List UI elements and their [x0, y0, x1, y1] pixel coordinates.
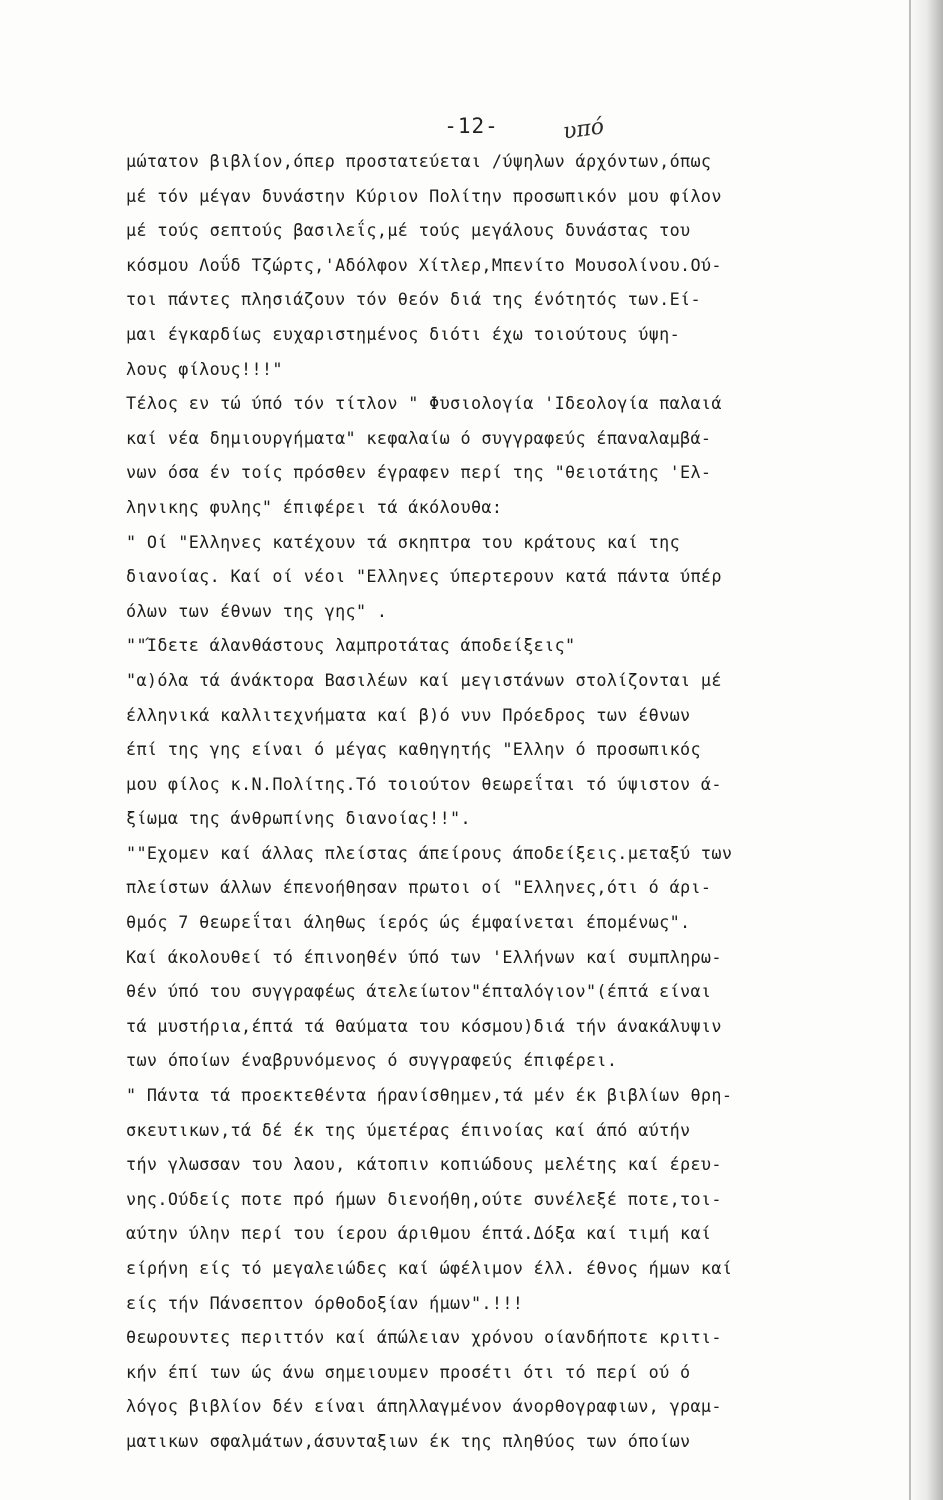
text-line: όλων των έθνων της γης" .: [126, 600, 388, 621]
text-line: " Οί "Ελληνες κατέχουν τά σκηπτρα του κράτους καί της: [126, 531, 681, 552]
text-line: θεωρουντες περιττόν καί άπώλειαν χρόνου οίανδήποτε κριτι-: [126, 1327, 722, 1348]
text-line: πλείστων άλλων έπενοήθησαν πρωτοι οί "Ελληνες,ότι ό άρι-: [126, 877, 712, 898]
text-line: " Πάντα τά προεκτεθέντα ήρανίσθημεν,τά μέν έκ βιβλίων θρη-: [126, 1085, 733, 1106]
text-line: σκευτικων,τά δέ έκ της ύμετέρας έπινοίας καί άπό αύτήν: [126, 1119, 691, 1140]
text-line: κόσμου Λοΰδ Τζώρτς,'Αδόλφον Χίτλερ,Μπενίτο Μουσολίνου.Ού-: [126, 254, 722, 275]
text-line: μέ τόν μέγαν δυνάστην Κύριον Πολίτην προσωπικόν μου φίλον: [126, 185, 722, 206]
text-line: των όποίων έναβρυνόμενος ό συγγραφεύς έπιφέρει.: [126, 1050, 618, 1071]
text-line: μου φίλος κ.Ν.Πολίτης.Τό τοιούτον θεωρεΐται τό ύψιστον ά-: [126, 773, 722, 794]
text-line: είς τήν Πάνσεπτον όρθοδοξίαν ήμων".!!!: [126, 1292, 524, 1313]
text-line: έπί της γης είναι ό μέγας καθηγητής "Ελλην ό προσωπικός: [126, 739, 701, 760]
text-line: νων όσα έν τοίς πρόσθεν έγραφεν περί της "θειοτάτης 'Ελ-: [126, 462, 712, 483]
scan-edge-shadow: [907, 0, 943, 1500]
text-line: έλληνικά καλλιτεχνήματα καί β)ό νυν Πρόεδρος των έθνων: [126, 704, 691, 725]
text-line: μαι έγκαρδίως ευχαριστημένος διότι έχω τοιούτους ύψη-: [126, 323, 681, 344]
text-line: λόγος βιβλίον δέν είναι άπηλλαγμένον άνορθογραφιων, γραμ-: [126, 1396, 722, 1417]
text-line: τά μυστήρια,έπτά τά θαύματα του κόσμου)διά τήν άνακάλυψιν: [126, 1015, 722, 1036]
text-line: θμός 7 θεωρεΐται άληθως ίερός ώς έμφαίνεται έπομένως".: [126, 912, 691, 933]
text-line: διανοίας. Καί οί νέοι "Ελληνες ύπερτερουν κατά πάντα ύπέρ: [126, 566, 722, 587]
text-line: ληνικης φυλης" έπιφέρει τά άκόλουθα:: [126, 496, 503, 517]
text-line: τοι πάντες πλησιάζουν τόν θεόν διά της ένότητός των.Εί-: [126, 289, 701, 310]
text-line: λους φίλους!!!": [126, 358, 283, 379]
text-line: Τέλος εν τώ ύπό τόν τίτλον " Φυσιολογία 'Ιδεολογία παλαιά: [126, 393, 722, 414]
handwritten-annotation: υπό: [561, 114, 606, 145]
text-line: ξίωμα της άνθρωπίνης διανοίας!!".: [126, 808, 471, 829]
text-line: νης.Ούδείς ποτε πρό ήμων διενοήθη,ούτε συνέλεξέ ποτε,τοι-: [126, 1188, 722, 1209]
text-line: ματικων σφαλμάτων,άσυνταξιων έκ της πληθύος των όποίων: [126, 1430, 691, 1451]
text-line: ""Εχομεν καί άλλας πλείστας άπείρους άποδείξεις.μεταξύ των: [126, 842, 733, 863]
page-number: -12-: [444, 114, 499, 138]
text-line: θέν ύπό του συγγραφέως άτελείωτον"έπταλόγιον"(έπτά είναι: [126, 981, 712, 1002]
text-line: αύτην ύλην περί του ίερου άριθμου έπτά.Δόξα καί τιμή καί: [126, 1223, 712, 1244]
text-line: "α)όλα τά άνάκτορα Βασιλέων καί μεγιστάνων στολίζονται μέ: [126, 669, 722, 690]
text-line: μώτατον βιβλίον,όπερ προστατεύεται /ύψηλων άρχόντων,όπως: [126, 151, 712, 171]
text-line: μέ τούς σεπτούς βασιλεΐς,μέ τούς μεγάλους δυνάστας του: [126, 220, 691, 241]
text-line: είρήνη είς τό μεγαλειώδες καί ώφέλιμον έλλ. έθνος ήμων καί: [126, 1258, 733, 1278]
typewritten-text-block: [126, 144, 906, 1459]
text-line: καί νέα δημιουργήματα" κεφαλαίω ό συγγραφεύς έπαναλαμβά-: [126, 427, 712, 448]
text-line: τήν γλωσσαν του λαου, κάτοπιν κοπιώδους μελέτης καί έρευ-: [126, 1154, 722, 1175]
text-line: Καί άκολουθεί τό έπινοηθέν ύπό των 'Ελλήνων καί συμπληρω-: [126, 946, 722, 967]
text-line: ""Ίδετε άλανθάστους λαμπροτάτας άποδείξεις": [126, 635, 576, 656]
text-line: κήν έπί των ώς άνω σημειουμεν προσέτι ότι τό περί ού ό: [126, 1361, 691, 1382]
